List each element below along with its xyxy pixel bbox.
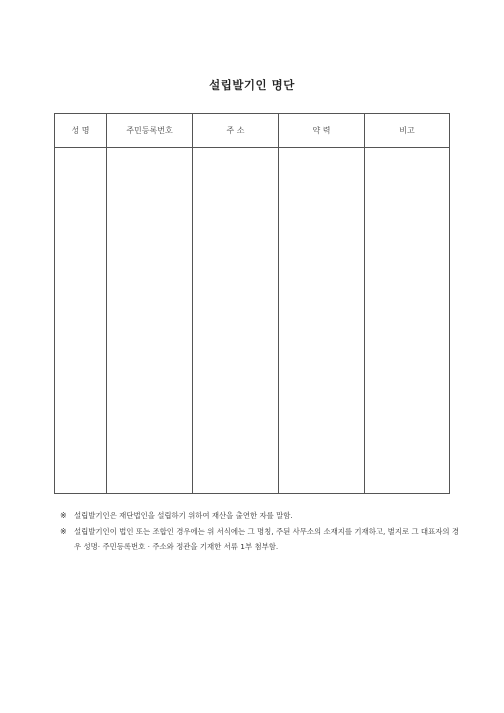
cell-resident-number[interactable]: [107, 148, 193, 494]
reference-mark-icon: ※: [60, 511, 67, 520]
cell-address[interactable]: [193, 148, 279, 494]
table-header-row: [55, 114, 450, 148]
header-address: 주 소: [193, 114, 279, 148]
notes-section: [60, 508, 460, 555]
cell-remarks[interactable]: [365, 148, 450, 494]
header-career: 약 력: [279, 114, 365, 148]
note-text: 설립발기인은 재단법인을 설립하기 위하여 재산을 출연한 자를 말함.: [74, 511, 293, 520]
header-resident-number: 주민등록번호: [107, 114, 193, 148]
note-item: [60, 508, 460, 524]
document-title: 설립발기인 명단: [209, 78, 295, 92]
cell-name[interactable]: [55, 148, 107, 494]
note-text: 설립발기인이 법인 또는 조합인 경우에는 위 서식에는 그 명칭, 주된 사무소의 소재지를 기재하고, 별지로 그 대표자의 경우 성명· 주민등록번호 · 주소와 정관을 기재한 서류 1부 첨부함.: [74, 526, 459, 551]
cell-career[interactable]: [279, 148, 365, 494]
note-item: [60, 524, 460, 555]
reference-mark-icon: ※: [60, 526, 67, 536]
founders-table: [54, 113, 450, 494]
header-name: 성 명: [55, 114, 107, 148]
table-body-row: [55, 148, 450, 494]
header-remarks: 비고: [365, 114, 450, 148]
